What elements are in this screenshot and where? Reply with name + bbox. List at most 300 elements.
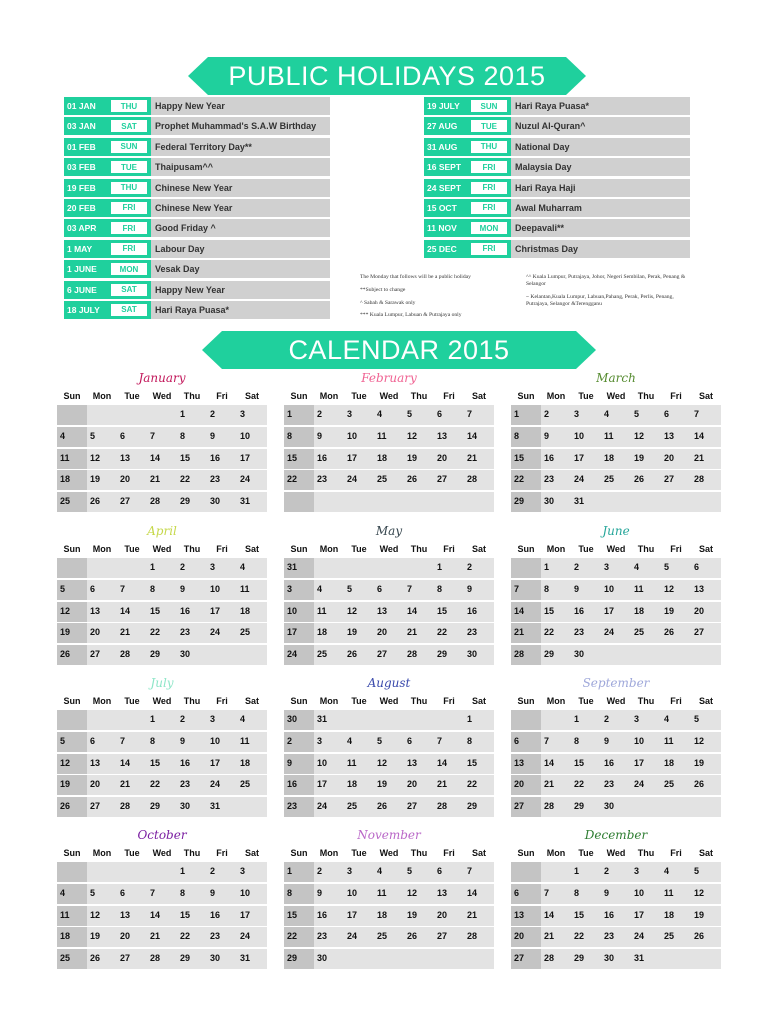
day-cell [57,623,87,643]
day-number: 2 [210,866,216,876]
day-number: 20 [514,931,525,942]
day-number: 24 [317,801,328,812]
day-cell [511,470,541,490]
day-number: 25 [240,779,251,790]
day-number: 26 [60,801,71,812]
day-cell [57,884,87,904]
day-cell [374,602,404,622]
day-cell [177,405,207,425]
day-number: 12 [347,605,358,616]
calendar-banner [222,331,576,369]
day-number: 3 [240,409,246,419]
weekday-header [511,387,721,405]
calendar-week [511,797,721,819]
day-cell [344,580,374,600]
day-cell [117,405,147,425]
day-number: 6 [514,887,520,898]
day-number: 23 [544,474,555,485]
day-cell [661,470,691,490]
day-number: 12 [694,735,705,746]
day-number: 8 [287,887,293,898]
calendar-week [57,470,267,492]
day-cell [631,862,661,882]
day-number: 23 [467,627,478,638]
holiday-row [424,117,690,135]
calendar-week [57,797,267,819]
day-cell [284,927,314,947]
day-cell [117,884,147,904]
day-cell [237,884,267,904]
day-cell [207,558,237,578]
day-cell [237,949,267,969]
day-cell [571,558,601,578]
day-cell [434,862,464,882]
weekday-label: Fri [443,696,455,706]
day-number: 14 [120,605,131,616]
day-number: 15 [437,605,448,616]
calendar-week [57,580,267,602]
calendar-week [284,645,494,667]
day-cell [541,754,571,774]
day-number: 4 [377,866,383,876]
month-april [57,522,267,667]
day-cell [631,602,661,622]
day-cell [631,754,661,774]
day-cell [571,775,601,795]
holiday-name: Christmas Day [511,240,690,258]
day-number: 21 [120,779,131,790]
month-august [284,674,494,819]
day-cell [434,645,464,665]
day-number: 16 [604,909,615,920]
weekday-label: Mon [546,391,566,401]
day-cell [661,906,691,926]
holiday-day-box [467,240,511,258]
day-number: 13 [407,757,418,768]
day-number: 26 [407,931,418,942]
calendar-week [284,884,494,906]
holiday-date: 19 FEB [64,179,107,197]
day-cell [404,710,434,730]
day-cell [464,754,494,774]
day-cell [284,645,314,665]
month-may [284,522,494,667]
day-number: 2 [317,866,323,876]
day-cell [631,623,661,643]
day-cell [601,645,631,665]
day-number: 28 [694,474,705,485]
weekday-label: Mon [319,391,339,401]
day-cell [57,427,87,447]
day-cell [661,754,691,774]
calendar-week [284,797,494,819]
day-number: 29 [437,649,448,660]
day-cell [404,449,434,469]
day-cell [601,427,631,447]
weekday-label: Thu [183,696,201,706]
day-cell [691,449,721,469]
day-number: 27 [120,953,131,964]
day-cell [374,470,404,490]
month-march [511,369,721,514]
day-number: 31 [287,562,298,572]
day-number: 12 [694,887,705,898]
day-number: 28 [437,801,448,812]
day-number: 22 [150,627,161,638]
day-number: 1 [180,866,186,876]
day-number: 14 [437,757,448,768]
weekday-label: Fri [670,544,682,554]
holiday-weekday: FRI [471,202,507,214]
calendar-week [511,862,721,884]
day-cell [511,405,541,425]
day-cell [147,580,177,600]
holiday-row [64,260,330,278]
day-cell [374,884,404,904]
day-cell [237,775,267,795]
day-cell [661,797,691,817]
day-number: 24 [634,931,645,942]
day-number: 11 [60,452,70,463]
holiday-date: 19 JULY [424,97,467,115]
calendar-week [284,405,494,427]
day-cell [177,427,207,447]
day-number: 19 [694,909,705,920]
weekday-label: Mon [319,696,339,706]
day-number: 17 [210,605,221,616]
weekday-label: Wed [606,848,626,858]
holiday-name: Hari Raya Haji [511,179,690,197]
day-number: 28 [407,649,418,660]
day-cell [571,492,601,512]
day-cell [344,949,374,969]
weekday-label: Sat [244,848,259,858]
note-kl-labuan: *** Kuala Lumpur, Labuan & Putrajaya only [360,312,462,318]
holiday-name: Thaipusam^^ [151,158,330,176]
day-number: 17 [634,757,645,768]
day-number: 14 [544,909,555,920]
calendar-week [57,623,267,645]
day-cell [87,405,117,425]
day-cell [541,492,571,512]
day-cell [631,906,661,926]
day-number: 24 [240,474,251,485]
holiday-row [424,179,690,197]
day-cell [404,754,434,774]
day-number: 12 [407,887,418,898]
holiday-weekday: FRI [111,222,147,234]
day-number: 16 [467,605,478,616]
day-number: 28 [120,801,131,812]
day-cell [284,492,314,512]
calendar-week [57,405,267,427]
day-cell [631,927,661,947]
day-cell [434,710,464,730]
day-cell [117,797,147,817]
day-cell [314,732,344,752]
day-number: 1 [437,562,443,572]
weekday-label: Sat [471,544,486,554]
month-title: January [138,371,186,385]
calendar-week [284,906,494,928]
day-cell [541,623,571,643]
day-cell [117,949,147,969]
day-number: 27 [90,649,101,660]
holiday-day-box [467,138,511,156]
day-cell [314,580,344,600]
day-number: 24 [240,931,251,942]
day-cell [87,710,117,730]
day-number: 7 [694,409,700,419]
holiday-name: Prophet Muhammad's S.A.W Birthday [151,117,330,135]
day-number: 13 [120,909,131,920]
day-cell [314,884,344,904]
day-number: 19 [347,627,358,638]
day-number: 19 [407,909,418,920]
day-cell [237,449,267,469]
weekday-label: Sat [698,848,713,858]
weekday-label: Sat [471,391,486,401]
day-number: 26 [60,649,71,660]
day-cell [404,623,434,643]
day-number: 30 [604,953,615,964]
day-cell [691,906,721,926]
day-number: 12 [60,605,71,616]
day-cell [464,927,494,947]
day-number: 7 [544,735,550,746]
holiday-date: 16 SEPT [424,158,467,176]
day-number: 12 [664,583,675,594]
day-number: 11 [377,430,387,441]
day-cell [511,775,541,795]
day-cell [404,558,434,578]
day-number: 5 [634,409,640,419]
day-number: 25 [664,931,675,942]
day-number: 19 [634,452,645,463]
holiday-day-box [107,97,151,115]
calendar-week [511,754,721,776]
calendar-week [511,645,721,667]
day-number: 13 [377,605,388,616]
day-number: 26 [694,931,705,942]
day-number: 8 [514,430,520,441]
day-cell [57,470,87,490]
day-number: 6 [377,583,383,594]
day-cell [691,797,721,817]
day-cell [237,427,267,447]
holiday-day-box [467,199,511,217]
calendar-week [511,732,721,754]
day-cell [631,732,661,752]
day-cell [434,884,464,904]
day-number: 16 [317,452,328,463]
day-cell [177,449,207,469]
day-cell [511,492,541,512]
day-number: 8 [150,735,156,746]
calendar-week [284,949,494,971]
day-cell [314,645,344,665]
day-cell [117,580,147,600]
day-number: 29 [150,801,161,812]
day-cell [117,492,147,512]
day-number: 18 [60,931,71,942]
day-number: 16 [604,757,615,768]
day-number: 10 [347,430,358,441]
weekday-label: Tue [578,696,594,706]
holiday-weekday: MON [111,263,147,275]
day-number: 22 [437,627,448,638]
holiday-weekday: MON [471,222,507,234]
day-cell [404,949,434,969]
day-number: 5 [694,866,700,876]
day-number: 15 [574,757,585,768]
day-number: 18 [664,757,675,768]
day-cell [601,797,631,817]
day-number: 19 [90,931,101,942]
day-number: 6 [664,409,670,419]
day-cell [541,427,571,447]
day-number: 31 [240,496,251,507]
weekday-label: Thu [410,848,428,858]
day-number: 19 [377,779,388,790]
day-cell [691,427,721,447]
month-february [284,369,494,514]
day-cell [344,470,374,490]
day-cell [571,449,601,469]
day-number: 21 [437,779,448,790]
weekday-label: Mon [92,544,112,554]
day-cell [631,492,661,512]
holiday-date: 01 FEB [64,138,107,156]
day-cell [207,470,237,490]
day-cell [404,884,434,904]
day-cell [374,580,404,600]
weekday-header [57,540,267,558]
weekday-label: Wed [152,696,172,706]
day-cell [284,623,314,643]
day-cell [464,427,494,447]
day-number: 5 [694,714,700,724]
day-number: 28 [120,649,131,660]
day-number: 8 [574,735,580,746]
day-cell [237,927,267,947]
calendar-week [511,949,721,971]
day-number: 3 [287,583,293,594]
day-cell [374,949,404,969]
day-number: 3 [347,409,353,419]
day-number: 11 [60,909,70,920]
day-cell [284,427,314,447]
day-cell [541,862,571,882]
holiday-name: Chinese New Year [151,179,330,197]
day-cell [661,775,691,795]
calendar-week [284,927,494,949]
holiday-weekday: SUN [471,100,507,112]
weekday-label: Fri [443,848,455,858]
holiday-weekday: THU [111,100,147,112]
day-cell [631,949,661,969]
day-cell [571,427,601,447]
day-cell [631,470,661,490]
day-cell [284,797,314,817]
day-cell [571,580,601,600]
day-number: 12 [60,757,71,768]
day-cell [57,449,87,469]
day-cell [314,623,344,643]
day-cell [87,470,117,490]
day-number: 17 [634,909,645,920]
holiday-row [64,301,330,319]
calendar-week [511,710,721,732]
day-cell [601,710,631,730]
day-cell [541,775,571,795]
day-cell [571,754,601,774]
day-cell [404,645,434,665]
day-number: 18 [634,605,645,616]
day-number: 28 [467,474,478,485]
day-cell [207,906,237,926]
holiday-name: Hari Raya Puasa* [511,97,690,115]
calendar-week [284,775,494,797]
day-cell [601,558,631,578]
day-cell [87,732,117,752]
day-cell [691,732,721,752]
day-cell [374,558,404,578]
day-number: 14 [120,757,131,768]
day-number: 17 [240,909,251,920]
day-cell [541,906,571,926]
month-september [511,674,721,819]
day-cell [344,775,374,795]
day-cell [511,949,541,969]
holiday-row [64,158,330,176]
day-number: 25 [240,627,251,638]
holiday-row [424,199,690,217]
weekday-label: Sat [471,848,486,858]
holiday-row [64,138,330,156]
day-number: 15 [180,452,191,463]
day-number: 18 [60,474,71,485]
day-cell [117,927,147,947]
day-cell [631,558,661,578]
weekday-label: Fri [443,544,455,554]
day-cell [57,775,87,795]
weekday-label: Mon [92,848,112,858]
day-cell [541,797,571,817]
holiday-day-box [107,117,151,135]
day-cell [344,862,374,882]
weekday-label: Wed [152,391,172,401]
day-number: 23 [210,474,221,485]
day-number: 9 [287,757,293,768]
day-number: 22 [287,474,298,485]
day-cell [464,470,494,490]
day-cell [314,492,344,512]
day-cell [87,927,117,947]
day-cell [57,949,87,969]
day-number: 28 [544,953,555,964]
day-cell [601,906,631,926]
day-number: 14 [150,909,161,920]
day-cell [571,602,601,622]
holiday-row [424,97,690,115]
day-cell [147,427,177,447]
day-cell [87,558,117,578]
day-cell [314,949,344,969]
calendar-week [57,906,267,928]
weekday-label: Wed [379,391,399,401]
weekday-label: Fri [670,696,682,706]
